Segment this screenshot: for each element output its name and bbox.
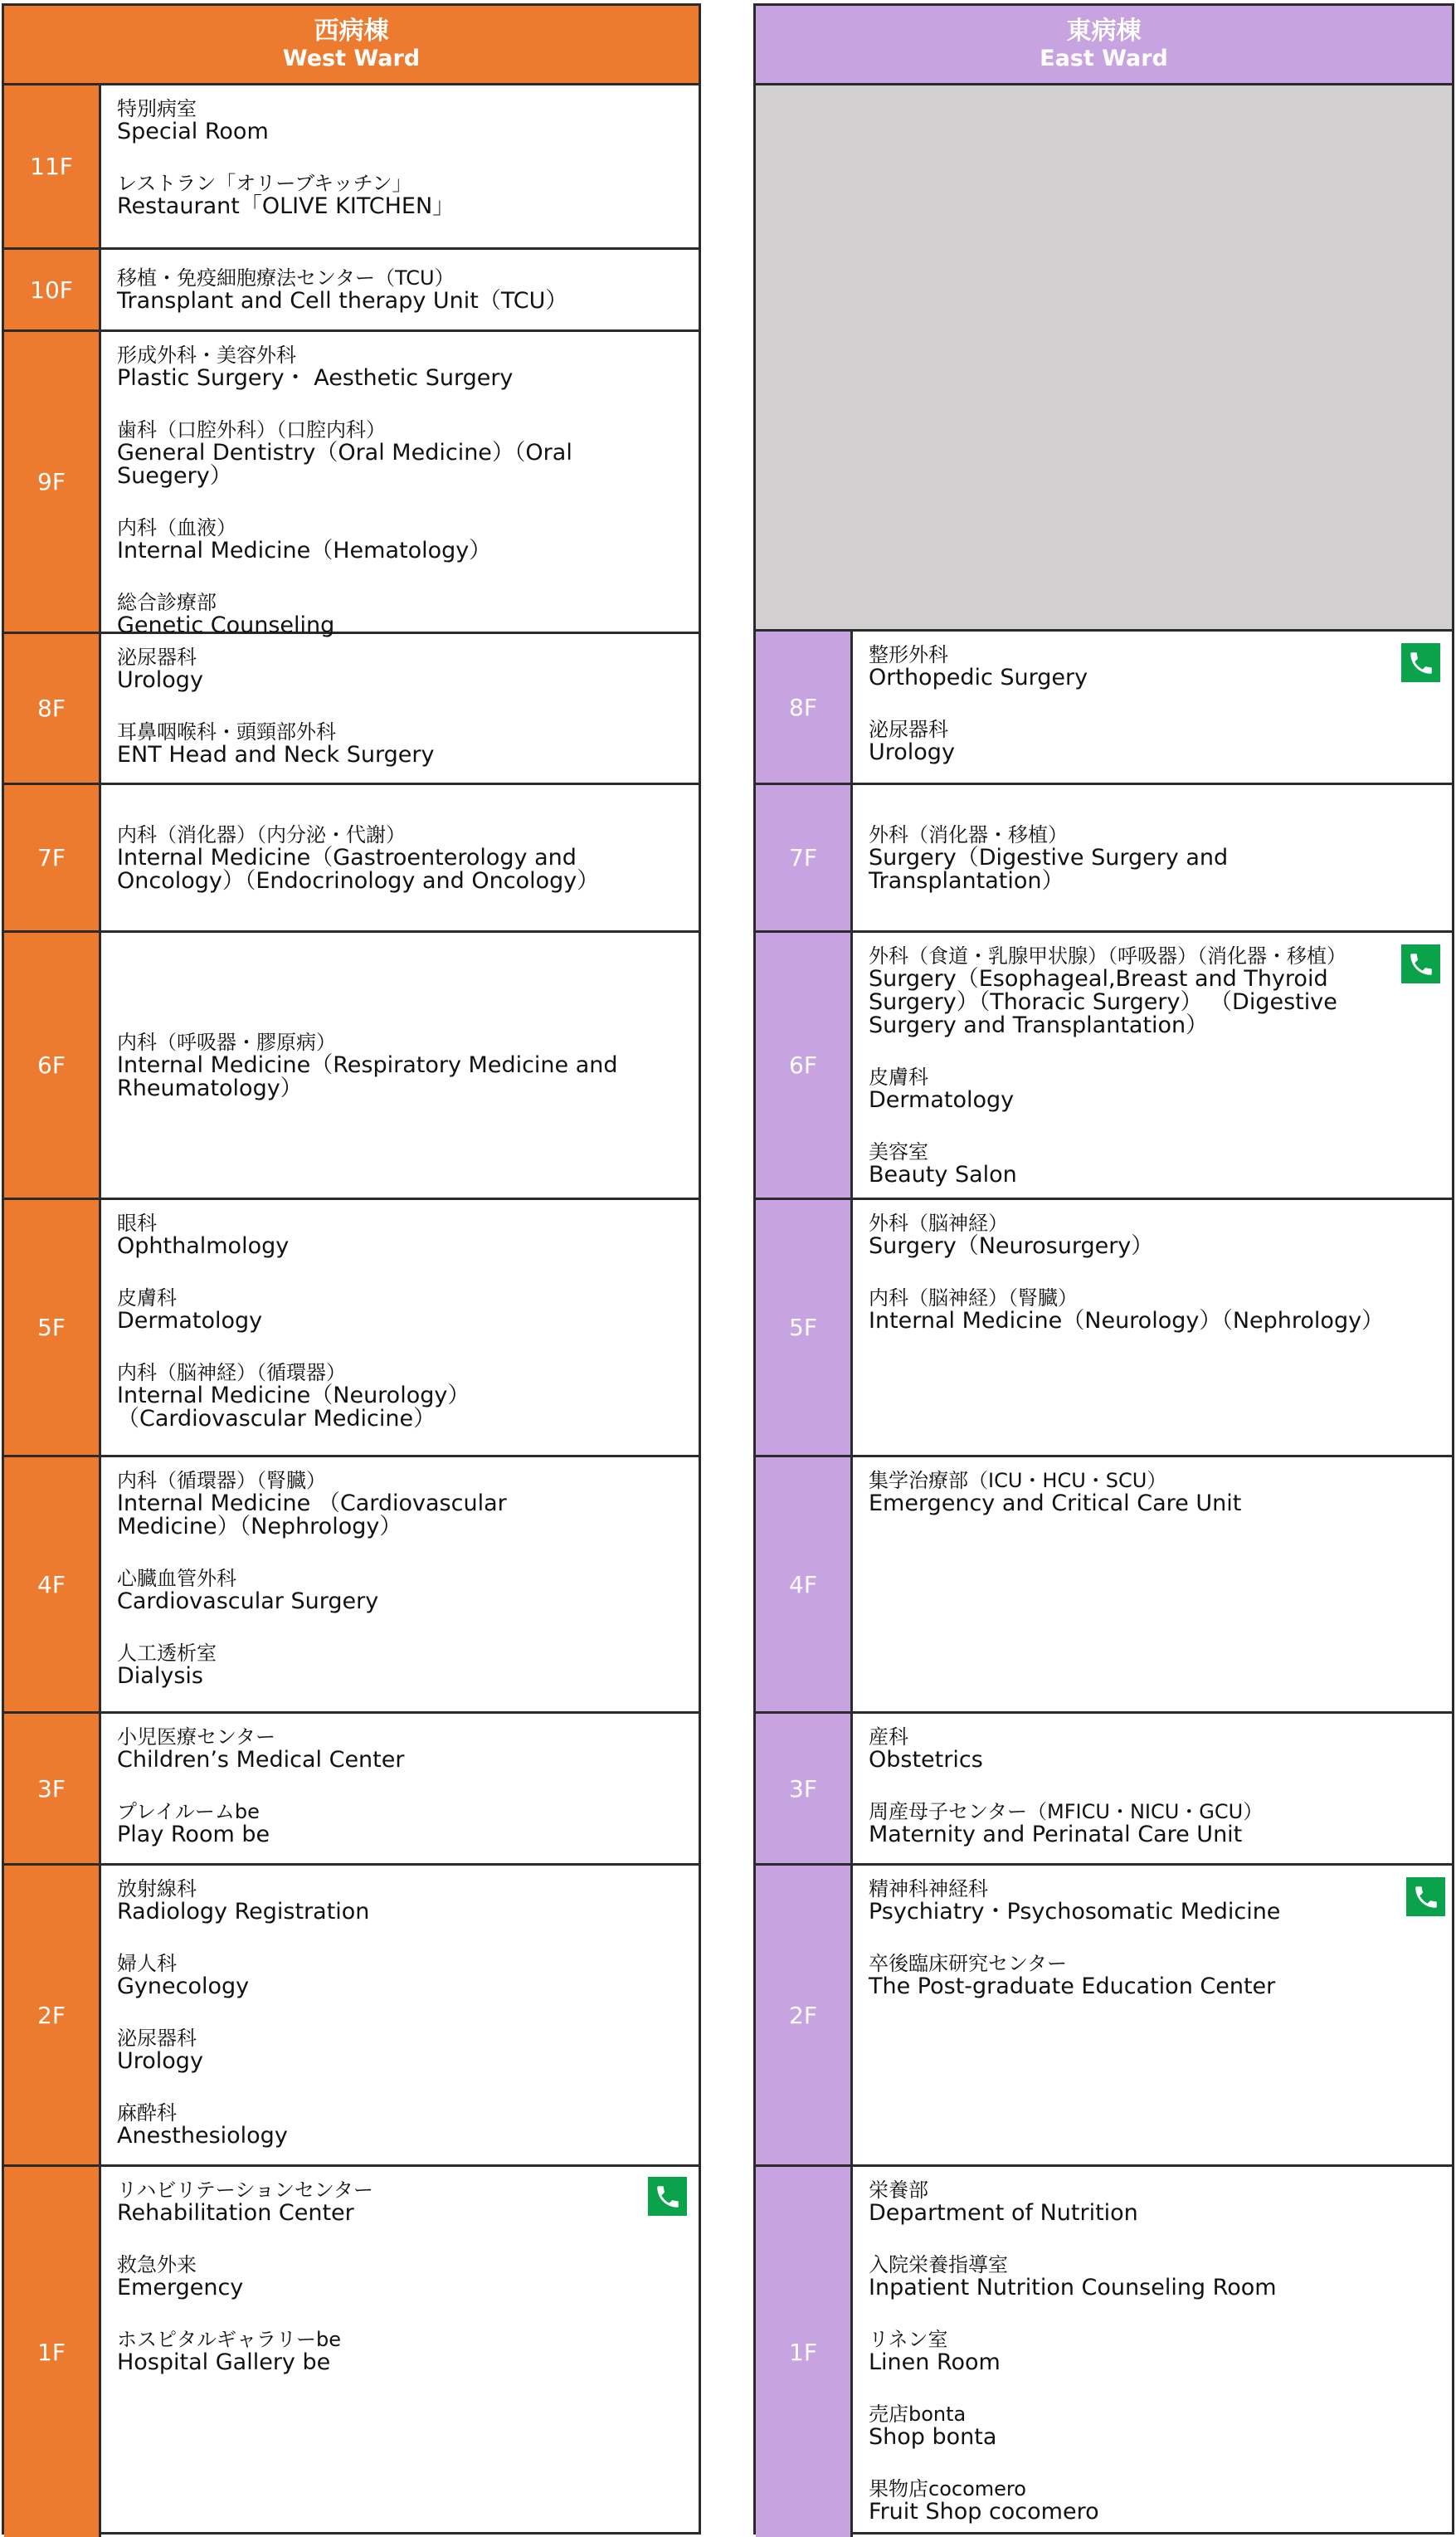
department-name-en: Internal Medicine（Hematology） bbox=[117, 538, 492, 564]
department-name-en: Genetic Counseling bbox=[117, 612, 335, 638]
department-name-jp: 特別病室 bbox=[117, 97, 197, 120]
department-entry bbox=[869, 2253, 1377, 2300]
department-name-jp: リネン室 bbox=[869, 2328, 948, 2351]
department-name-en: Emergency bbox=[117, 2275, 244, 2300]
department-name-jp: 人工透析室 bbox=[117, 1642, 217, 1665]
floor-label: 8F bbox=[756, 632, 853, 783]
east-floor-6f bbox=[756, 933, 1452, 1200]
west-ward-panel bbox=[2, 3, 701, 2535]
department-name-en: Plastic Surgery・ Aesthetic Surgery bbox=[117, 365, 514, 391]
department-entry bbox=[869, 1877, 1377, 1924]
department-name-jp: 放射線科 bbox=[117, 1877, 197, 1900]
east-floor-7f bbox=[756, 785, 1452, 933]
department-name-jp: 外科（脳神経） bbox=[869, 1212, 1008, 1235]
department-name-jp: 救急外来 bbox=[117, 2253, 197, 2276]
floor-label: 9F bbox=[4, 332, 101, 632]
floor-department-list bbox=[869, 933, 1377, 1198]
department-name-jp: プレイルームbe bbox=[117, 1800, 260, 1823]
west-floor-8f bbox=[4, 634, 699, 785]
floor-label: 4F bbox=[756, 1457, 853, 1711]
department-name-en: Transplant and Cell therapy Unit（TCU） bbox=[117, 288, 568, 314]
department-entry bbox=[869, 944, 1377, 1037]
department-name-jp: ホスピタルギャラリーbe bbox=[117, 2328, 341, 2351]
department-name-jp: 果物店cocomero bbox=[869, 2477, 1026, 2500]
department-entry bbox=[117, 1800, 624, 1847]
department-name-en: Linen Room bbox=[869, 2349, 1001, 2375]
department-name-jp: 婦人科 bbox=[117, 1952, 177, 1975]
department-entry bbox=[869, 718, 1377, 764]
floor-label: 5F bbox=[4, 1200, 101, 1455]
east-ward-panel bbox=[753, 3, 1454, 2535]
department-name-jp: 内科（消化器）（内分泌・代謝） bbox=[117, 822, 406, 846]
west-floor-9f bbox=[4, 332, 699, 638]
department-name-jp: 美容室 bbox=[869, 1140, 928, 1164]
floor-department-list bbox=[117, 1457, 624, 1711]
department-name-en: Shop bonta bbox=[869, 2424, 997, 2450]
floor-department-list bbox=[117, 2167, 624, 2537]
department-name-jp: 総合診療部 bbox=[117, 591, 217, 614]
department-entry bbox=[869, 1212, 1377, 1258]
department-entry bbox=[117, 1567, 624, 1613]
east-floor-5f bbox=[756, 1200, 1452, 1457]
department-entry bbox=[117, 1361, 624, 1431]
west-floor-5f bbox=[4, 1200, 699, 1457]
department-entry bbox=[117, 418, 624, 488]
department-entry bbox=[869, 1140, 1377, 1187]
floor-label: 1F bbox=[4, 2167, 101, 2537]
department-name-jp: レストラン「オリーブキッチン」 bbox=[117, 172, 412, 195]
department-entry bbox=[117, 1031, 624, 1100]
department-name-en: Orthopedic Surgery bbox=[869, 665, 1088, 690]
floor-label: 3F bbox=[756, 1714, 853, 1863]
department-entry bbox=[117, 591, 624, 637]
east-upper-floors-empty bbox=[756, 85, 1452, 632]
department-name-en: Cardiovascular Surgery bbox=[117, 1588, 379, 1614]
department-name-en: Restaurant「OLIVE KITCHEN」 bbox=[117, 193, 455, 219]
department-name-jp: 歯科（口腔外科）（口腔内科） bbox=[117, 418, 386, 442]
department-name-jp: 耳鼻咽喉科・頭頸部外科 bbox=[117, 720, 336, 744]
floor-label: 11F bbox=[4, 85, 101, 247]
department-entry bbox=[117, 344, 624, 390]
floor-label: 7F bbox=[4, 785, 101, 930]
department-name-jp: 麻酔科 bbox=[117, 2101, 177, 2125]
department-name-en: Emergency and Critical Care Unit bbox=[869, 1490, 1242, 1516]
west-floor-3f bbox=[4, 1714, 699, 1866]
west-floor-7f bbox=[4, 785, 699, 933]
department-entry bbox=[117, 1212, 624, 1258]
department-name-en: Rehabilitation Center bbox=[117, 2200, 354, 2226]
floor-label: 7F bbox=[756, 785, 853, 930]
department-entry bbox=[869, 1066, 1377, 1112]
department-name-jp: 泌尿器科 bbox=[869, 718, 948, 741]
department-entry bbox=[117, 2101, 624, 2148]
east-ward-title-jp: 東病棟 bbox=[1066, 16, 1142, 46]
department-name-en: Internal Medicine（Neurology）（Cardiovascular Medicine） bbox=[117, 1383, 470, 1432]
floor-department-list bbox=[117, 1200, 624, 1455]
department-name-jp: 内科（血液） bbox=[117, 516, 236, 539]
department-name-en: Internal Medicine（Gastroenterology and Oncology）（Endocrinology and Oncology） bbox=[117, 844, 600, 894]
west-floor-1f bbox=[4, 2167, 699, 2537]
department-name-en: Surgery（Digestive Surgery and Transplantation） bbox=[869, 844, 1229, 894]
west-floor-10f bbox=[4, 250, 699, 332]
department-name-jp: 泌尿器科 bbox=[117, 646, 197, 669]
east-floor-1f bbox=[756, 2167, 1452, 2537]
department-name-jp: 栄養部 bbox=[869, 2178, 928, 2202]
department-entry bbox=[117, 1642, 624, 1688]
department-name-jp: 外科（食道・乳腺甲状腺）（呼吸器）（消化器・移植） bbox=[869, 944, 1346, 968]
department-name-en: Obstetrics bbox=[869, 1747, 983, 1773]
department-name-en: Beauty Salon bbox=[869, 1162, 1017, 1188]
phone-icon bbox=[1401, 944, 1440, 983]
department-entry bbox=[869, 823, 1377, 893]
floor-department-list bbox=[117, 1866, 624, 2164]
department-name-en: Special Room bbox=[117, 119, 269, 144]
department-name-en: Inpatient Nutrition Counseling Room bbox=[869, 2275, 1277, 2300]
department-entry bbox=[117, 1952, 624, 1998]
east-floor-2f bbox=[756, 1866, 1452, 2167]
department-entry bbox=[869, 2403, 1377, 2449]
department-entry bbox=[869, 1469, 1377, 1515]
floor-label: 1F bbox=[756, 2167, 853, 2537]
department-name-en: Hospital Gallery be bbox=[117, 2349, 331, 2375]
west-floor-11f bbox=[4, 85, 699, 250]
west-ward-title-jp: 西病棟 bbox=[314, 16, 389, 46]
phone-icon bbox=[648, 2177, 687, 2216]
department-name-en: Children’s Medical Center bbox=[117, 1747, 405, 1773]
east-ward-header bbox=[756, 6, 1452, 85]
department-name-jp: 整形外科 bbox=[869, 643, 948, 666]
department-entry bbox=[117, 2253, 624, 2300]
department-name-jp: 周産母子センター（MFICU・NICU・GCU） bbox=[869, 1800, 1264, 1823]
department-name-en: Surgery（Neurosurgery） bbox=[869, 1233, 1154, 1259]
department-name-jp: 入院栄養指導室 bbox=[869, 2253, 1008, 2276]
department-name-en: Dermatology bbox=[117, 1308, 263, 1334]
department-name-jp: 心臓血管外科 bbox=[117, 1567, 236, 1590]
department-name-jp: 内科（循環器）（腎臓） bbox=[117, 1469, 326, 1492]
department-name-en: Urology bbox=[869, 739, 955, 765]
department-entry bbox=[117, 720, 624, 767]
department-entry bbox=[117, 266, 624, 313]
department-name-jp: 内科（脳神経）（循環器） bbox=[117, 1361, 346, 1384]
west-ward-title-en: West Ward bbox=[282, 45, 421, 71]
floor-department-list bbox=[117, 332, 624, 638]
west-floor-6f bbox=[4, 933, 699, 1200]
department-entry bbox=[117, 2328, 624, 2374]
east-floor-4f bbox=[756, 1457, 1452, 1714]
department-name-en: Ophthalmology bbox=[117, 1233, 290, 1259]
floor-label: 2F bbox=[756, 1866, 853, 2164]
department-entry bbox=[117, 1286, 624, 1333]
department-name-en: Play Room be bbox=[117, 1822, 270, 1847]
department-name-jp: 内科（呼吸器・膠原病） bbox=[117, 1030, 336, 1054]
department-name-en: Gynecology bbox=[117, 1973, 250, 1999]
department-entry bbox=[117, 2027, 624, 2073]
department-entry bbox=[117, 1877, 624, 1924]
west-floor-4f bbox=[4, 1457, 699, 1714]
department-name-jp: 集学治療部（ICU・HCU・SCU） bbox=[869, 1469, 1167, 1492]
department-name-jp: 形成外科・美容外科 bbox=[117, 344, 296, 367]
floor-label: 3F bbox=[4, 1714, 101, 1863]
department-name-en: Internal Medicine（Neurology）（Nephrology） bbox=[869, 1308, 1385, 1334]
department-entry bbox=[117, 2178, 624, 2225]
floor-label: 4F bbox=[4, 1457, 101, 1711]
department-entry bbox=[117, 97, 624, 144]
department-entry bbox=[117, 823, 624, 893]
floor-department-list bbox=[869, 785, 1377, 930]
department-name-jp: 泌尿器科 bbox=[117, 2027, 197, 2050]
department-entry bbox=[869, 1286, 1385, 1334]
floor-department-list bbox=[117, 1714, 624, 1863]
department-entry bbox=[869, 2178, 1377, 2225]
department-name-en: Dermatology bbox=[869, 1087, 1015, 1113]
department-name-en: General Dentistry（Oral Medicine）（Oral Suegery） bbox=[117, 440, 572, 489]
floor-label: 8F bbox=[4, 634, 101, 783]
department-name-en: Psychiatry・Psychosomatic Medicine bbox=[869, 1899, 1281, 1925]
floor-department-list bbox=[869, 632, 1377, 783]
department-name-jp: リハビリテーションセンター bbox=[117, 2178, 373, 2202]
floor-label: 5F bbox=[756, 1200, 853, 1455]
department-name-jp: 皮膚科 bbox=[117, 1286, 177, 1310]
department-name-jp: 精神科神経科 bbox=[869, 1877, 988, 1900]
department-entry bbox=[869, 2328, 1377, 2374]
floor-label: 2F bbox=[4, 1866, 101, 2164]
floor-department-list bbox=[117, 85, 624, 247]
department-entry bbox=[117, 516, 624, 563]
department-entry bbox=[869, 1725, 1377, 1772]
department-name-en: Radiology Registration bbox=[117, 1899, 370, 1925]
phone-icon bbox=[1401, 643, 1440, 682]
department-name-en: Maternity and Perinatal Care Unit bbox=[869, 1822, 1243, 1847]
floor-department-list bbox=[869, 1457, 1377, 1711]
west-ward-header bbox=[4, 6, 699, 85]
department-name-en: The Post-graduate Education Center bbox=[869, 1973, 1276, 1999]
department-name-en: Surgery（Esophageal,Breast and Thyroid Surgery）（Thoracic Surgery） （Digestive Surgery and Transplantation） bbox=[869, 966, 1337, 1038]
east-floor-3f bbox=[756, 1714, 1452, 1866]
floor-department-list bbox=[117, 250, 624, 329]
department-entry bbox=[869, 1800, 1377, 1847]
floor-department-list bbox=[117, 785, 624, 930]
department-entry bbox=[117, 646, 624, 692]
west-floor-2f bbox=[4, 1866, 699, 2167]
phone-icon bbox=[1406, 1877, 1445, 1916]
floor-label: 6F bbox=[756, 933, 853, 1198]
east-ward-title-en: East Ward bbox=[1040, 45, 1168, 71]
department-entry bbox=[117, 1469, 624, 1539]
department-name-en: ENT Head and Neck Surgery bbox=[117, 742, 435, 768]
department-entry bbox=[869, 643, 1377, 690]
floor-department-list bbox=[117, 634, 624, 783]
floor-department-list bbox=[869, 1714, 1377, 1863]
floor-department-list bbox=[869, 1866, 1377, 2164]
department-name-jp: 外科（消化器・移植） bbox=[869, 822, 1068, 846]
floor-label: 10F bbox=[4, 250, 101, 329]
floor-department-list bbox=[117, 933, 624, 1198]
department-name-jp: 売店bonta bbox=[869, 2403, 967, 2426]
department-name-en: Dialysis bbox=[117, 1663, 203, 1689]
department-name-jp: 産科 bbox=[869, 1725, 908, 1749]
department-entry bbox=[117, 1725, 624, 1772]
department-name-en: Fruit Shop cocomero bbox=[869, 2499, 1099, 2525]
department-name-jp: 内科（脳神経）（腎臓） bbox=[869, 1286, 1078, 1310]
department-name-en: Department of Nutrition bbox=[869, 2200, 1138, 2226]
floor-department-list bbox=[869, 2167, 1377, 2537]
department-name-en: Internal Medicine （Cardiovascular Medicine）（Nephrology） bbox=[117, 1490, 507, 1539]
department-name-en: Anesthesiology bbox=[117, 2123, 288, 2149]
department-entry bbox=[117, 172, 624, 218]
department-name-en: Urology bbox=[117, 667, 203, 693]
department-name-jp: 卒後臨床研究センター bbox=[869, 1952, 1068, 1975]
floor-department-list bbox=[869, 1200, 1385, 1455]
east-floor-8f bbox=[756, 632, 1452, 785]
department-name-jp: 移植・免疫細胞療法センター（TCU） bbox=[117, 266, 455, 290]
floor-label: 6F bbox=[4, 933, 101, 1198]
department-name-jp: 眼科 bbox=[117, 1212, 157, 1235]
department-name-jp: 皮膚科 bbox=[869, 1066, 928, 1089]
department-name-en: Internal Medicine（Respiratory Medicine and Rheumatology） bbox=[117, 1051, 618, 1101]
department-entry bbox=[869, 1952, 1377, 1998]
department-name-jp: 小児医療センター bbox=[117, 1725, 276, 1749]
department-entry bbox=[869, 2477, 1377, 2524]
department-name-en: Urology bbox=[117, 2048, 203, 2074]
